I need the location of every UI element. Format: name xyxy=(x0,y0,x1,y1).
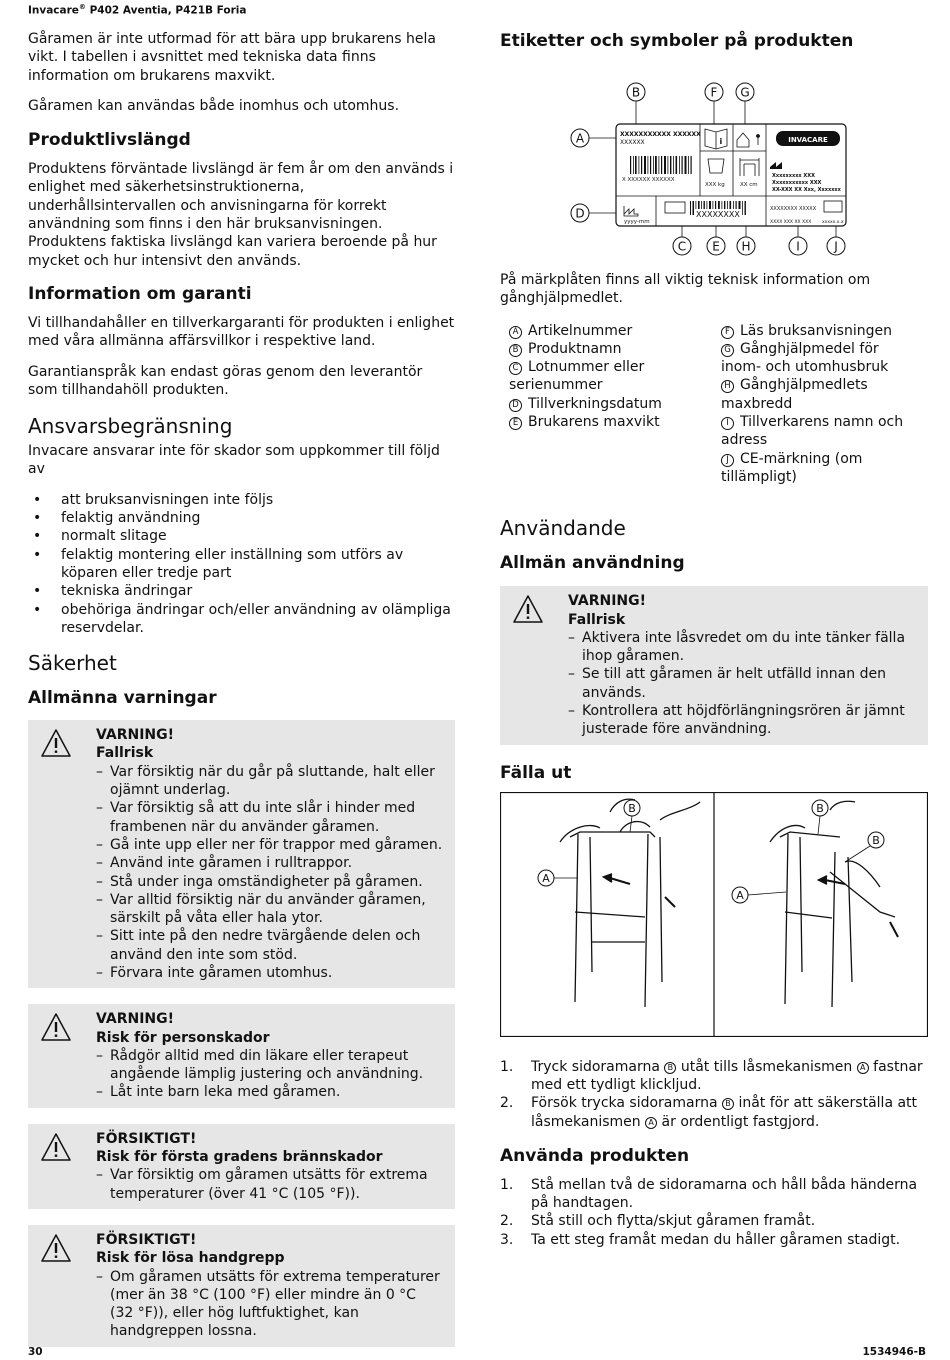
legend-item: F Läs bruksanvisningen xyxy=(712,322,917,340)
svg-text:xxxxx.x.x: xxxxx.x.x xyxy=(822,220,844,225)
warning-box-fall-risk xyxy=(28,720,455,988)
warning-triangle-icon xyxy=(40,1233,72,1263)
list-item: 1. Tryck sidoramarna B utåt tills låsmekanismen A fastnar med ett tydligt klickljud. xyxy=(500,1058,923,1093)
svg-text:X XXXXXX XXXXXX: X XXXXXX XXXXXX xyxy=(622,177,675,183)
warning-list xyxy=(96,763,443,983)
arrow-right-panel xyxy=(819,876,898,937)
warning-list xyxy=(96,1166,443,1203)
svg-text:i: i xyxy=(719,137,723,146)
svg-text:F: F xyxy=(710,85,718,100)
callout-d xyxy=(571,204,589,222)
svg-text:D: D xyxy=(575,206,585,221)
use-product-heading: Använda produkten xyxy=(500,1145,690,1166)
list-item: – Var försiktig om gåramen utsätts för extrema temperaturer (över 41 °C (105 °F)). xyxy=(96,1166,443,1203)
list-item: – Se till att gåramen är helt utfälld innan den används. xyxy=(568,665,916,702)
list-item: – Var försiktig så att du inte slår i hinder med frambenen när du använder gåramen. xyxy=(96,799,443,836)
svg-text:XXXXXXXX: XXXXXXXX xyxy=(696,210,740,219)
registered-mark: ® xyxy=(78,3,86,11)
left-column xyxy=(28,30,455,1347)
list-item: – Var försiktig när du går på sluttande, halt eller ojämnt underlag. xyxy=(96,763,443,800)
callout-h xyxy=(737,237,755,255)
unfold-heading: Fälla ut xyxy=(500,762,572,783)
warning-level: VARNING! xyxy=(96,727,175,744)
list-item: – Sitt inte på den nedre tvärgående delen och använd den inte som stöd. xyxy=(96,927,443,964)
list-item: – Låt inte barn leka med gåramen. xyxy=(96,1083,443,1101)
model-names: P402 Aventia, P421B Foria xyxy=(85,4,247,17)
svg-text:B: B xyxy=(631,85,641,100)
list-item: – Stå under inga omständigheter på gåramen. xyxy=(96,873,443,891)
caution-box-burns xyxy=(28,1124,455,1209)
svg-text:B: B xyxy=(628,801,636,815)
legend-item: I Tillverkarens namn och adress xyxy=(721,414,904,449)
callout-c xyxy=(673,237,691,255)
warning-triangle-icon xyxy=(40,1132,72,1162)
list-item: • felaktig användning xyxy=(28,509,455,527)
svg-text:H: H xyxy=(741,239,751,254)
general-usage-heading: Allmän användning xyxy=(500,553,685,574)
product-label-figure xyxy=(500,56,928,256)
warning-title: Risk för lösa handgrepp xyxy=(96,1250,285,1267)
safety-heading: Säkerhet xyxy=(28,651,117,676)
svg-text:XXXXXX: XXXXXX xyxy=(620,139,645,146)
callout-g xyxy=(736,83,754,101)
svg-text:A: A xyxy=(542,871,550,885)
list-item: • att bruksanvisningen inte följs xyxy=(28,491,455,509)
warning-triangle-icon xyxy=(40,1012,72,1042)
svg-text:I: I xyxy=(796,239,800,254)
label-legend xyxy=(500,322,928,487)
list-item: • felaktig montering eller inställning som utförs av köparen eller tredje part xyxy=(28,546,455,583)
svg-text:XXXXXXXXXXX XXXXXX: XXXXXXXXXXX XXXXXX xyxy=(620,131,701,138)
list-item: – Rådgör alltid med din läkare eller terapeut angående lämplig justering och användning. xyxy=(96,1047,443,1084)
warranty-paragraph-1: Vi tillhandahåller en tillverkargaranti för produkten i enlighet med våra allmänna affärsvillkor i respektive land. xyxy=(28,314,455,350)
caution-box-loose-grips xyxy=(28,1225,455,1347)
legend-item: J CE-märkning (om tillämpligt) xyxy=(721,450,863,485)
legend-column-right xyxy=(712,322,917,487)
list-item: 2. Försök trycka sidoramarna B inåt för att säkerställa att låsmekanismen A är ordentligt fastgjord. xyxy=(500,1095,918,1130)
callout-e xyxy=(707,237,725,255)
svg-text:yyyy-mm: yyyy-mm xyxy=(624,219,650,225)
svg-text:E: E xyxy=(712,239,720,254)
svg-text:INVACARE: INVACARE xyxy=(788,136,828,144)
liability-list xyxy=(28,491,455,637)
page-header xyxy=(28,3,246,17)
svg-text:A: A xyxy=(736,888,744,902)
callout-j xyxy=(827,237,845,255)
callout-f xyxy=(705,83,723,101)
callout-b-right-top xyxy=(812,800,828,816)
callout-a-left xyxy=(538,870,554,886)
callout-a-right xyxy=(732,887,748,903)
legend-item: C Lotnummer eller serienummer xyxy=(509,359,645,394)
use-steps xyxy=(500,1176,928,1249)
warning-title: Risk för första gradens brännskador xyxy=(96,1149,383,1166)
svg-text:XXX kg: XXX kg xyxy=(705,182,725,188)
warranty-heading: Information om garanti xyxy=(28,283,252,304)
svg-text:C: C xyxy=(677,239,687,254)
warning-title: Fallrisk xyxy=(568,611,626,628)
warning-level: FÖRSIKTIGT! xyxy=(96,1231,197,1248)
general-warnings-heading: Allmänna varningar xyxy=(28,688,217,709)
label-paragraph: På märkplåten finns all viktig teknisk information om gånghjälpmedlet. xyxy=(500,272,871,307)
svg-text:XXXX XXX XX XXX: XXXX XXX XX XXX xyxy=(770,220,812,225)
legend-column-left xyxy=(500,322,712,487)
usage-heading: Användande xyxy=(500,516,626,541)
legend-item: A Artikelnummer xyxy=(500,322,712,340)
svg-text:G: G xyxy=(740,85,750,100)
svg-text:XXXXXXXX XXXXX: XXXXXXXX XXXXX xyxy=(770,206,817,212)
legend-item: G Gånghjälpmedel för inom- och utomhusbruk xyxy=(721,340,889,376)
svg-text:A: A xyxy=(575,131,585,146)
callout-b-right-side xyxy=(868,832,884,848)
warning-level: FÖRSIKTIGT! xyxy=(96,1130,197,1147)
unfold-illustration xyxy=(500,792,928,1037)
list-item: • tekniska ändringar xyxy=(28,582,455,600)
list-item: – Förvara inte gåramen utomhus. xyxy=(96,964,443,982)
warning-list xyxy=(96,1268,443,1341)
page-number: 30 xyxy=(28,1346,43,1358)
list-item: 1. Stå mellan två de sidoramarna och håll båda händerna på handtagen. xyxy=(500,1176,918,1212)
svg-text:Xxxxxxxxx XXX: Xxxxxxxxx XXX xyxy=(772,173,815,179)
warning-triangle-icon xyxy=(40,728,72,758)
warning-list xyxy=(568,629,916,739)
intro-paragraph-1: Gåramen är inte utformad för att bära upp brukarens hela vikt. I tabellen i avsnittet med tekniska data finns information om brukarens maxvikt. xyxy=(28,31,437,84)
warning-title: Fallrisk xyxy=(96,745,154,762)
liability-intro: Invacare ansvarar inte för skador som uppkommer till följd av xyxy=(28,443,440,478)
list-item: 3. Ta ett steg framåt medan du håller gåramen stadigt. xyxy=(500,1231,901,1248)
brand-name: Invacare xyxy=(28,4,79,17)
list-item: • normalt slitage xyxy=(28,527,455,545)
svg-text:XX-XXX XX Xxx, Xxxxxxx: XX-XXX XX Xxx, Xxxxxxx xyxy=(772,187,841,193)
callout-i xyxy=(789,237,807,255)
warning-title: Risk för personskador xyxy=(96,1029,270,1046)
warning-box-injury-risk xyxy=(28,1004,455,1107)
list-item: – Kontrollera att höjdförlängningsrören är jämnt justerade före användning. xyxy=(568,702,916,739)
labels-heading: Etiketter och symboler på produkten xyxy=(500,31,854,51)
warning-list xyxy=(96,1047,443,1102)
callout-b-left xyxy=(624,800,640,816)
liability-heading: Ansvarsbegränsning xyxy=(28,414,233,439)
svg-text:J: J xyxy=(834,239,838,254)
legend-item: D Tillverkningsdatum xyxy=(500,395,712,413)
warranty-paragraph-2: Garantianspråk kan endast göras genom den leverantör som tillhandahöll produkten. xyxy=(28,363,423,398)
warning-level: VARNING! xyxy=(568,593,647,610)
svg-text:B: B xyxy=(872,833,880,847)
svg-text:B: B xyxy=(816,801,824,815)
list-item: – Gå inte upp eller ner för trappor med gåramen. xyxy=(96,836,443,854)
callout-b xyxy=(627,83,645,101)
warning-level: VARNING! xyxy=(96,1011,175,1028)
intro-paragraph-2: Gåramen kan användas både inomhus och utomhus. xyxy=(28,97,400,114)
legend-item: H Gånghjälpmedlets maxbredd xyxy=(721,377,868,412)
unfold-steps xyxy=(500,1058,928,1131)
list-item: • obehöriga ändringar och/eller användning av olämpliga reservdelar. xyxy=(28,601,455,638)
list-item: – Använd inte gåramen i rulltrappor. xyxy=(96,854,443,872)
warning-triangle-icon xyxy=(512,594,544,624)
document-number: 1534946-B xyxy=(862,1346,926,1358)
svg-text:Xxxxxxxxxxx XXX: Xxxxxxxxxxx XXX xyxy=(772,180,822,186)
warning-box-usage xyxy=(500,586,928,744)
list-item: – Var alltid försiktig när du använder gåramen, särskilt på våta eller hala ytor. xyxy=(96,891,443,928)
arrow-left-panel xyxy=(604,874,675,907)
svg-text:XX cm: XX cm xyxy=(740,182,758,188)
list-item: – Aktivera inte låsvredet om du inte tänker fälla ihop gåramen. xyxy=(568,629,916,666)
lifespan-heading: Produktlivslängd xyxy=(28,130,191,151)
legend-item: E Brukarens maxvikt xyxy=(500,413,712,431)
legend-item: B Produktnamn xyxy=(500,340,712,358)
lifespan-paragraph: Produktens förväntade livslängd är fem år om den används i enlighet med säkerhetsinstruktionerna, underhållsintervallen och anvisningarna för korrekt användning som finns i den här bruksanvisningen. Produktens faktiska livslängd kan variera beroende på hur mycket och hur intensivt den används. xyxy=(28,161,454,269)
list-item: – Om gåramen utsätts för extrema temperaturer (mer än 38 °C (100 °F) eller mindre än 0 °C (32 °F)), eller hög luftfuktighet, kan handgreppen lossna. xyxy=(96,1268,443,1341)
right-column xyxy=(500,30,928,1249)
callout-a xyxy=(571,129,589,147)
list-item: 2. Stå still och flytta/skjut gåramen framåt. xyxy=(500,1213,816,1230)
